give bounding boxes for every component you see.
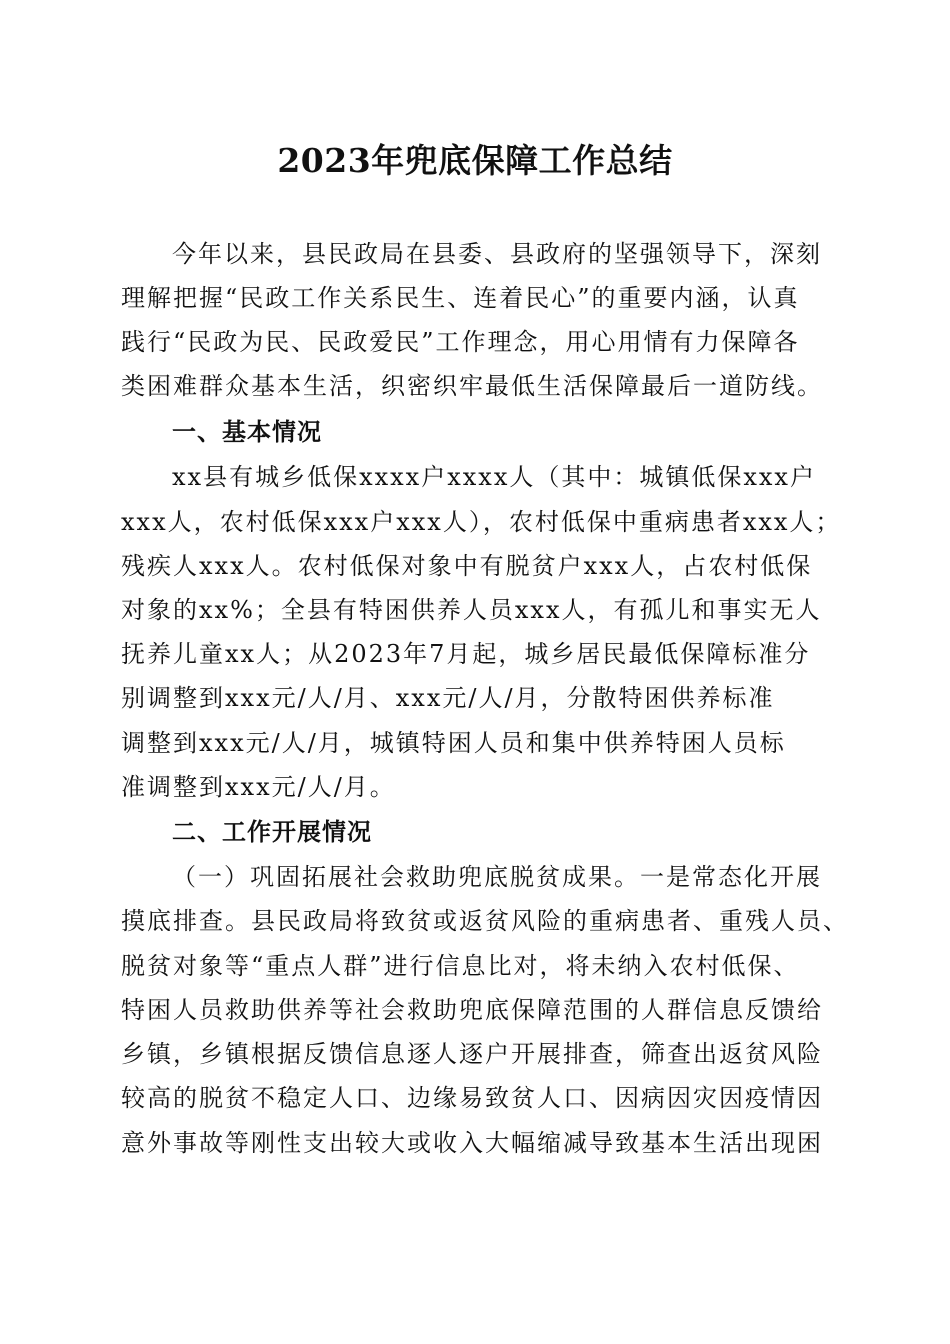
- intro-line: 今年以来，县民政局在县委、县政府的坚强领导下，深刻: [172, 240, 822, 268]
- section2-line: 乡镇，乡镇根据反馈信息逐人逐户开展排查，筛查出返贫风险: [121, 1040, 823, 1068]
- section2-line: 脱贫对象等“重点人群”进行信息比对，将未纳入农村低保、: [121, 952, 800, 980]
- section-heading-basic-situation: 一、基本情况: [172, 417, 322, 446]
- section2-line: 较高的脱贫不稳定人口、边缘易致贫人口、因病因灾因疫情因: [121, 1084, 823, 1112]
- intro-line: 践行“民政为民、民政爱民”工作理念，用心用情有力保障各: [121, 328, 800, 356]
- section2-line: 特困人员救助供养等社会救助兜底保障范围的人群信息反馈给: [121, 996, 823, 1024]
- section1-line: 残疾人xxx人。农村低保对象中有脱贫户xxx人，占农村低保: [121, 552, 813, 580]
- section2-line: 意外事故等刚性支出较大或收入大幅缩减导致基本生活出现困: [121, 1129, 823, 1157]
- section1-line: xxx人，农村低保xxx户xxx人），农村低保中重病患者xxx人；: [121, 508, 842, 536]
- section2-line: 摸底排查。县民政局将致贫或返贫风险的重病患者、重残人员、: [121, 907, 849, 935]
- document-title: 2023年兜底保障工作总结: [277, 141, 673, 180]
- intro-line: 类困难群众基本生活，织密织牢最低生活保障最后一道防线。: [121, 372, 823, 400]
- intro-line: 理解把握“民政工作关系民生、连着民心”的重要内涵，认真: [121, 284, 800, 312]
- section1-line: xx县有城乡低保xxxx户xxxx人（其中：城镇低保xxx户: [172, 463, 816, 491]
- section1-line: 对象的xx%；全县有特困供养人员xxx人，有孤儿和事实无人: [121, 596, 822, 624]
- section1-line: 准调整到xxx元/人/月。: [121, 773, 396, 801]
- section2-line: （一）巩固拓展社会救助兜底脱贫成果。一是常态化开展: [172, 863, 822, 891]
- section1-line: 抚养儿童xx人；从2023年7月起，城乡居民最低保障标准分: [121, 640, 811, 668]
- section1-line: 别调整到xxx元/人/月、xxx元/人/月，分散特困供养标准: [121, 684, 775, 712]
- section1-line: 调整到xxx元/人/月，城镇特困人员和集中供养特困人员标: [121, 729, 786, 757]
- section-heading-work-progress: 二、工作开展情况: [172, 817, 372, 846]
